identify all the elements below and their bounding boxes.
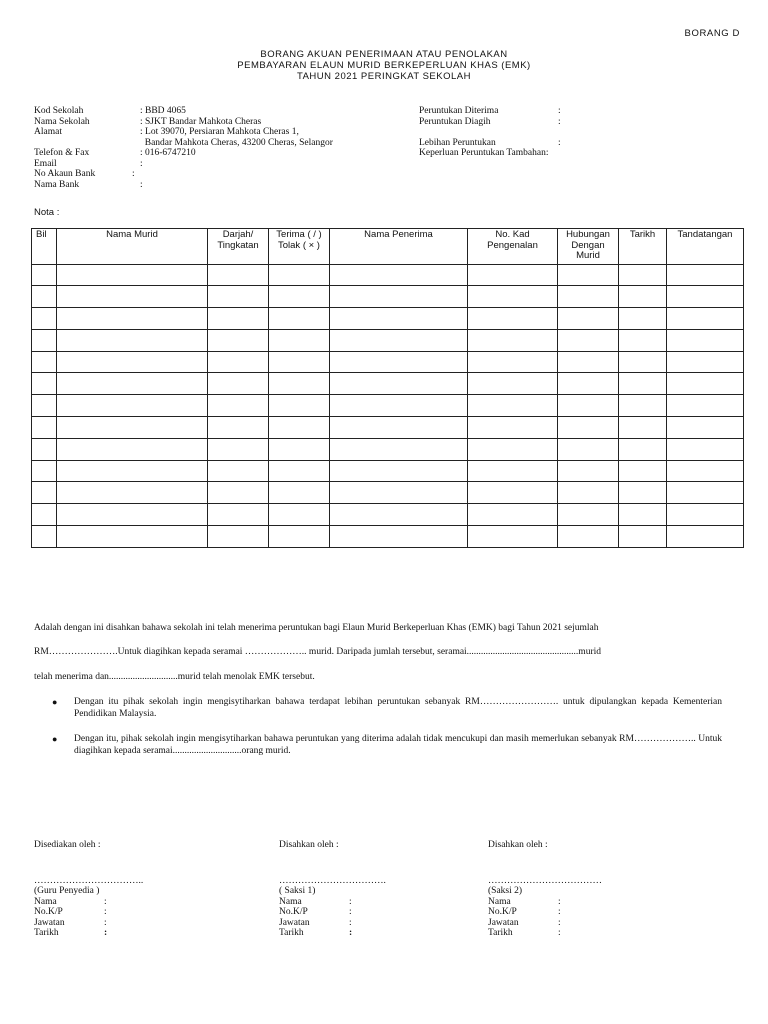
table-header-row [32,229,744,265]
nota-label: Nota : [34,207,60,218]
signature-heading: Disahkan oleh : [488,840,548,850]
school-info-label: Email [34,158,57,169]
field-label: No.K/P [34,907,63,917]
table-cell[interactable] [32,329,57,351]
signature-field [279,918,479,929]
school-info-value: : Lot 39070, Persiaran Mahkota Cheras 1, [140,127,299,137]
table-cell[interactable] [32,395,57,417]
field-label: Tarikh [488,928,513,938]
signature-field [279,897,479,908]
table-cell[interactable] [558,526,619,548]
bullet-kekurangan-text: Dengan itu, pihak sekolah ingin mengisytiharkan bahawa peruntukan yang diterima adalah tidak mencukupi dan masih memerlukan sebanyak RM……………….. Untuk diagihkan kepada seramai.............................orang murid. [74,734,722,756]
table-cell[interactable] [330,526,468,548]
school-info-value: : BBD 4065 [140,106,186,116]
table-cell[interactable] [619,351,667,373]
table-row [32,417,744,439]
school-info-value: : SJKT Bandar Mahkota Cheras [140,116,262,127]
signature-dots: ……………………………. [279,875,386,886]
signature-dots: ……………………………… [488,875,602,886]
field-label: No.K/P [488,907,517,917]
table-cell[interactable] [619,504,667,526]
table-cell[interactable] [269,286,330,308]
table-cell[interactable] [269,395,330,417]
table-cell[interactable] [558,482,619,504]
table-cell[interactable] [619,438,667,460]
table-cell[interactable] [558,373,619,395]
header-bil: Bil [32,229,57,265]
field-label: Jawatan [34,917,65,928]
header-hubungan: Hubungan Dengan Murid [558,229,619,265]
table-cell[interactable] [208,526,269,548]
school-info-row [34,106,364,117]
school-info-row [34,180,364,191]
field-colon: : [104,928,108,938]
murid-table [31,228,744,548]
table-cell[interactable] [57,395,208,417]
field-colon: : [349,928,353,938]
table-cell[interactable] [269,264,330,286]
field-colon: : [558,917,561,928]
table-cell[interactable] [330,264,468,286]
table-row [32,460,744,482]
table-cell[interactable] [57,264,208,286]
table-row [32,264,744,286]
school-info-row [34,159,364,170]
field-colon: : [558,896,561,907]
allocation-label: Keperluan Peruntukan Tambahan: [419,148,549,158]
table-cell[interactable] [32,482,57,504]
table-cell[interactable] [619,264,667,286]
table-cell[interactable] [468,329,558,351]
table-cell[interactable] [468,264,558,286]
table-cell[interactable] [330,286,468,308]
table-cell[interactable] [468,373,558,395]
table-cell[interactable] [330,395,468,417]
field-colon: : [349,907,352,917]
table-cell[interactable] [468,460,558,482]
table-row [32,482,744,504]
signature-dots: …………………………….. [34,875,144,886]
table-cell[interactable] [667,438,744,460]
table-cell[interactable] [330,351,468,373]
header-nama-murid: Nama Murid [57,229,208,265]
table-row [32,286,744,308]
table-cell[interactable] [667,264,744,286]
table-cell[interactable] [208,329,269,351]
table-cell[interactable] [32,286,57,308]
table-cell[interactable] [57,417,208,439]
signature-field [34,897,234,908]
school-info-value: Bandar Mahkota Cheras, 43200 Cheras, Selangor [140,137,333,148]
allocation-value: : [558,106,561,116]
form-title [0,49,768,82]
allocation-row [419,106,719,117]
table-cell[interactable] [558,351,619,373]
table-cell[interactable] [468,286,558,308]
table-cell[interactable] [330,482,468,504]
school-info-value: : 016-6747210 [140,148,196,158]
table-cell[interactable] [269,417,330,439]
table-cell[interactable] [667,351,744,373]
signature-field [488,918,688,929]
table-cell[interactable] [468,351,558,373]
table-row [32,373,744,395]
table-cell[interactable] [269,308,330,330]
table-cell[interactable] [330,417,468,439]
table-cell[interactable] [619,286,667,308]
form-code: BORANG D [684,28,740,39]
field-label: No.K/P [279,907,308,917]
school-info-value: : [140,158,143,169]
bullet-dot-icon: ● [52,697,58,707]
signature-field [488,907,688,918]
signature-guru-penyedia [34,840,234,939]
table-cell[interactable] [57,286,208,308]
school-info-row [34,138,364,149]
table-cell[interactable] [57,373,208,395]
school-info-value: : [140,179,143,190]
signature-field [279,928,479,939]
allocation-label: Peruntukan Diagih [419,116,491,127]
field-colon: : [104,896,107,907]
table-cell[interactable] [32,526,57,548]
table-row [32,329,744,351]
school-info [34,106,364,190]
title-line-3: TAHUN 2021 PERINGKAT SEKOLAH [297,71,471,82]
table-cell[interactable] [619,308,667,330]
table-cell[interactable] [330,438,468,460]
table-cell[interactable] [667,308,744,330]
header-tandatangan: Tandatangan [667,229,744,265]
table-cell[interactable] [667,504,744,526]
table-cell[interactable] [667,373,744,395]
allocation-value: : [558,116,561,127]
table-cell[interactable] [208,504,269,526]
field-label: Nama [279,896,302,907]
signature-field [34,918,234,929]
header-darjah: Darjah/ Tingkatan [208,229,269,265]
table-cell[interactable] [558,460,619,482]
table-cell[interactable] [32,438,57,460]
table-cell[interactable] [468,482,558,504]
field-label: Tarikh [34,928,59,938]
table-cell[interactable] [558,329,619,351]
header-terima-tolak: Terima ( / ) Tolak ( × ) [269,229,330,265]
table-cell[interactable] [208,438,269,460]
table-row [32,308,744,330]
field-colon: : [349,917,352,928]
declaration-line-2: RM………………….Untuk diagihkan kepada seramai ……………….. murid. Daripada jumlah tersebut, seramai...............................................murid [34,647,602,657]
allocation-value: : [558,137,561,148]
table-row [32,504,744,526]
table-cell[interactable] [667,417,744,439]
signature-field [34,907,234,918]
school-info-row [34,169,364,180]
allocation-row [419,138,719,149]
allocation-info [419,106,719,159]
table-cell[interactable] [269,526,330,548]
signature-role: (Saksi 2) [488,886,523,896]
table-cell[interactable] [208,460,269,482]
table-row [32,351,744,373]
table-cell[interactable] [330,329,468,351]
school-info-row [34,117,364,128]
table-cell[interactable] [558,417,619,439]
bullet-lebihan [52,697,722,720]
table-cell[interactable] [269,482,330,504]
signature-heading: Disediakan oleh : [34,840,101,850]
table-cell[interactable] [57,438,208,460]
table-cell[interactable] [57,526,208,548]
table-row [32,395,744,417]
table-cell[interactable] [619,482,667,504]
table-cell[interactable] [32,308,57,330]
school-info-label: Alamat [34,127,62,137]
allocation-row [419,117,719,128]
table-cell[interactable] [57,460,208,482]
signature-role: ( Saksi 1) [279,886,316,896]
table-cell[interactable] [667,286,744,308]
declaration-line-3: telah menerima dan.............................murid telah menolak EMK tersebut. [34,672,315,682]
table-cell[interactable] [558,438,619,460]
field-colon: : [558,907,561,917]
table-cell[interactable] [667,395,744,417]
table-cell[interactable] [558,504,619,526]
table-cell[interactable] [208,286,269,308]
table-cell[interactable] [468,417,558,439]
allocation-row [419,127,719,138]
table-cell[interactable] [208,351,269,373]
signature-heading: Disahkan oleh : [279,840,339,850]
table-cell[interactable] [57,504,208,526]
table-row [32,526,744,548]
school-info-row [34,148,364,159]
table-cell[interactable] [32,504,57,526]
table-cell[interactable] [667,460,744,482]
table-cell[interactable] [269,504,330,526]
table-cell[interactable] [330,308,468,330]
table-row [32,438,744,460]
table-cell[interactable] [667,482,744,504]
table-cell[interactable] [558,395,619,417]
signature-field [34,928,234,939]
table-body [32,264,744,547]
table-cell[interactable] [32,417,57,439]
table-cell[interactable] [619,460,667,482]
field-label: Jawatan [488,917,519,928]
allocation-label: Peruntukan Diterima [419,106,499,116]
field-colon: : [349,896,352,907]
table-cell[interactable] [269,460,330,482]
signature-saksi-2 [488,840,688,939]
header-no-kad: No. Kad Pengenalan [468,229,558,265]
table-cell[interactable] [619,395,667,417]
table-cell[interactable] [468,395,558,417]
table-cell[interactable] [667,329,744,351]
table-cell[interactable] [468,504,558,526]
school-info-value: : [132,169,135,179]
table-cell[interactable] [208,395,269,417]
table-cell[interactable] [57,329,208,351]
table-cell[interactable] [32,373,57,395]
allocation-row [419,148,719,159]
table-cell[interactable] [57,351,208,373]
table-cell[interactable] [330,373,468,395]
table-cell[interactable] [269,373,330,395]
field-colon: : [558,928,561,938]
table-cell[interactable] [558,264,619,286]
table-cell[interactable] [619,373,667,395]
school-info-label: Telefon & Fax [34,148,90,158]
field-label: Tarikh [279,928,304,938]
school-info-label: No Akaun Bank [34,169,96,179]
signature-role: (Guru Penyedia ) [34,886,100,896]
table-cell[interactable] [208,308,269,330]
table-cell[interactable] [558,286,619,308]
field-label: Nama [34,896,57,907]
table-cell[interactable] [208,373,269,395]
table-cell[interactable] [32,460,57,482]
school-info-row [34,127,364,138]
table-cell[interactable] [558,308,619,330]
title-line-2: PEMBAYARAN ELAUN MURID BERKEPERLUAN KHAS (EMK) [237,60,531,71]
bullet-dot-icon: ● [52,734,58,744]
allocation-label: Lebihan Peruntukan [419,137,496,148]
signature-field [488,928,688,939]
table-cell[interactable] [269,329,330,351]
table-cell[interactable] [57,308,208,330]
signature-field [488,897,688,908]
table-cell[interactable] [269,438,330,460]
school-info-label: Nama Bank [34,179,80,190]
field-colon: : [104,907,107,917]
bullet-lebihan-text: Dengan itu pihak sekolah ingin mengisytiharkan bahawa terdapat lebihan peruntukan sebanyak RM……………………. untuk dipulangkan kepada Kementerian Pendidikan Malaysia. [74,697,722,719]
table-cell[interactable] [468,308,558,330]
school-info-label: Nama Sekolah [34,116,90,127]
table-cell[interactable] [269,351,330,373]
table-cell[interactable] [619,417,667,439]
field-colon: : [104,917,107,928]
table-cell[interactable] [32,351,57,373]
table-cell[interactable] [468,526,558,548]
table-cell[interactable] [619,329,667,351]
table-cell[interactable] [208,417,269,439]
table-cell[interactable] [468,438,558,460]
bullet-kekurangan [52,734,722,757]
header-tarikh: Tarikh [619,229,667,265]
title-line-1: BORANG AKUAN PENERIMAAN ATAU PENOLAKAN [260,49,508,60]
table-cell[interactable] [667,526,744,548]
signature-field [279,907,479,918]
field-label: Nama [488,896,511,907]
table-cell[interactable] [57,482,208,504]
table-cell[interactable] [208,482,269,504]
table-cell[interactable] [208,264,269,286]
signature-saksi-1 [279,840,479,939]
header-nama-penerima: Nama Penerima [330,229,468,265]
table-cell[interactable] [619,526,667,548]
school-info-label: Kod Sekolah [34,106,84,116]
field-label: Jawatan [279,917,310,928]
table-cell[interactable] [32,264,57,286]
table-cell[interactable] [330,460,468,482]
table-cell[interactable] [330,504,468,526]
declaration-line-1: Adalah dengan ini disahkan bahawa sekolah ini telah menerima peruntukan bagi Elaun Murid Berkeperluan Khas (EMK) bagi Tahun 2021 sejumlah [34,623,599,633]
